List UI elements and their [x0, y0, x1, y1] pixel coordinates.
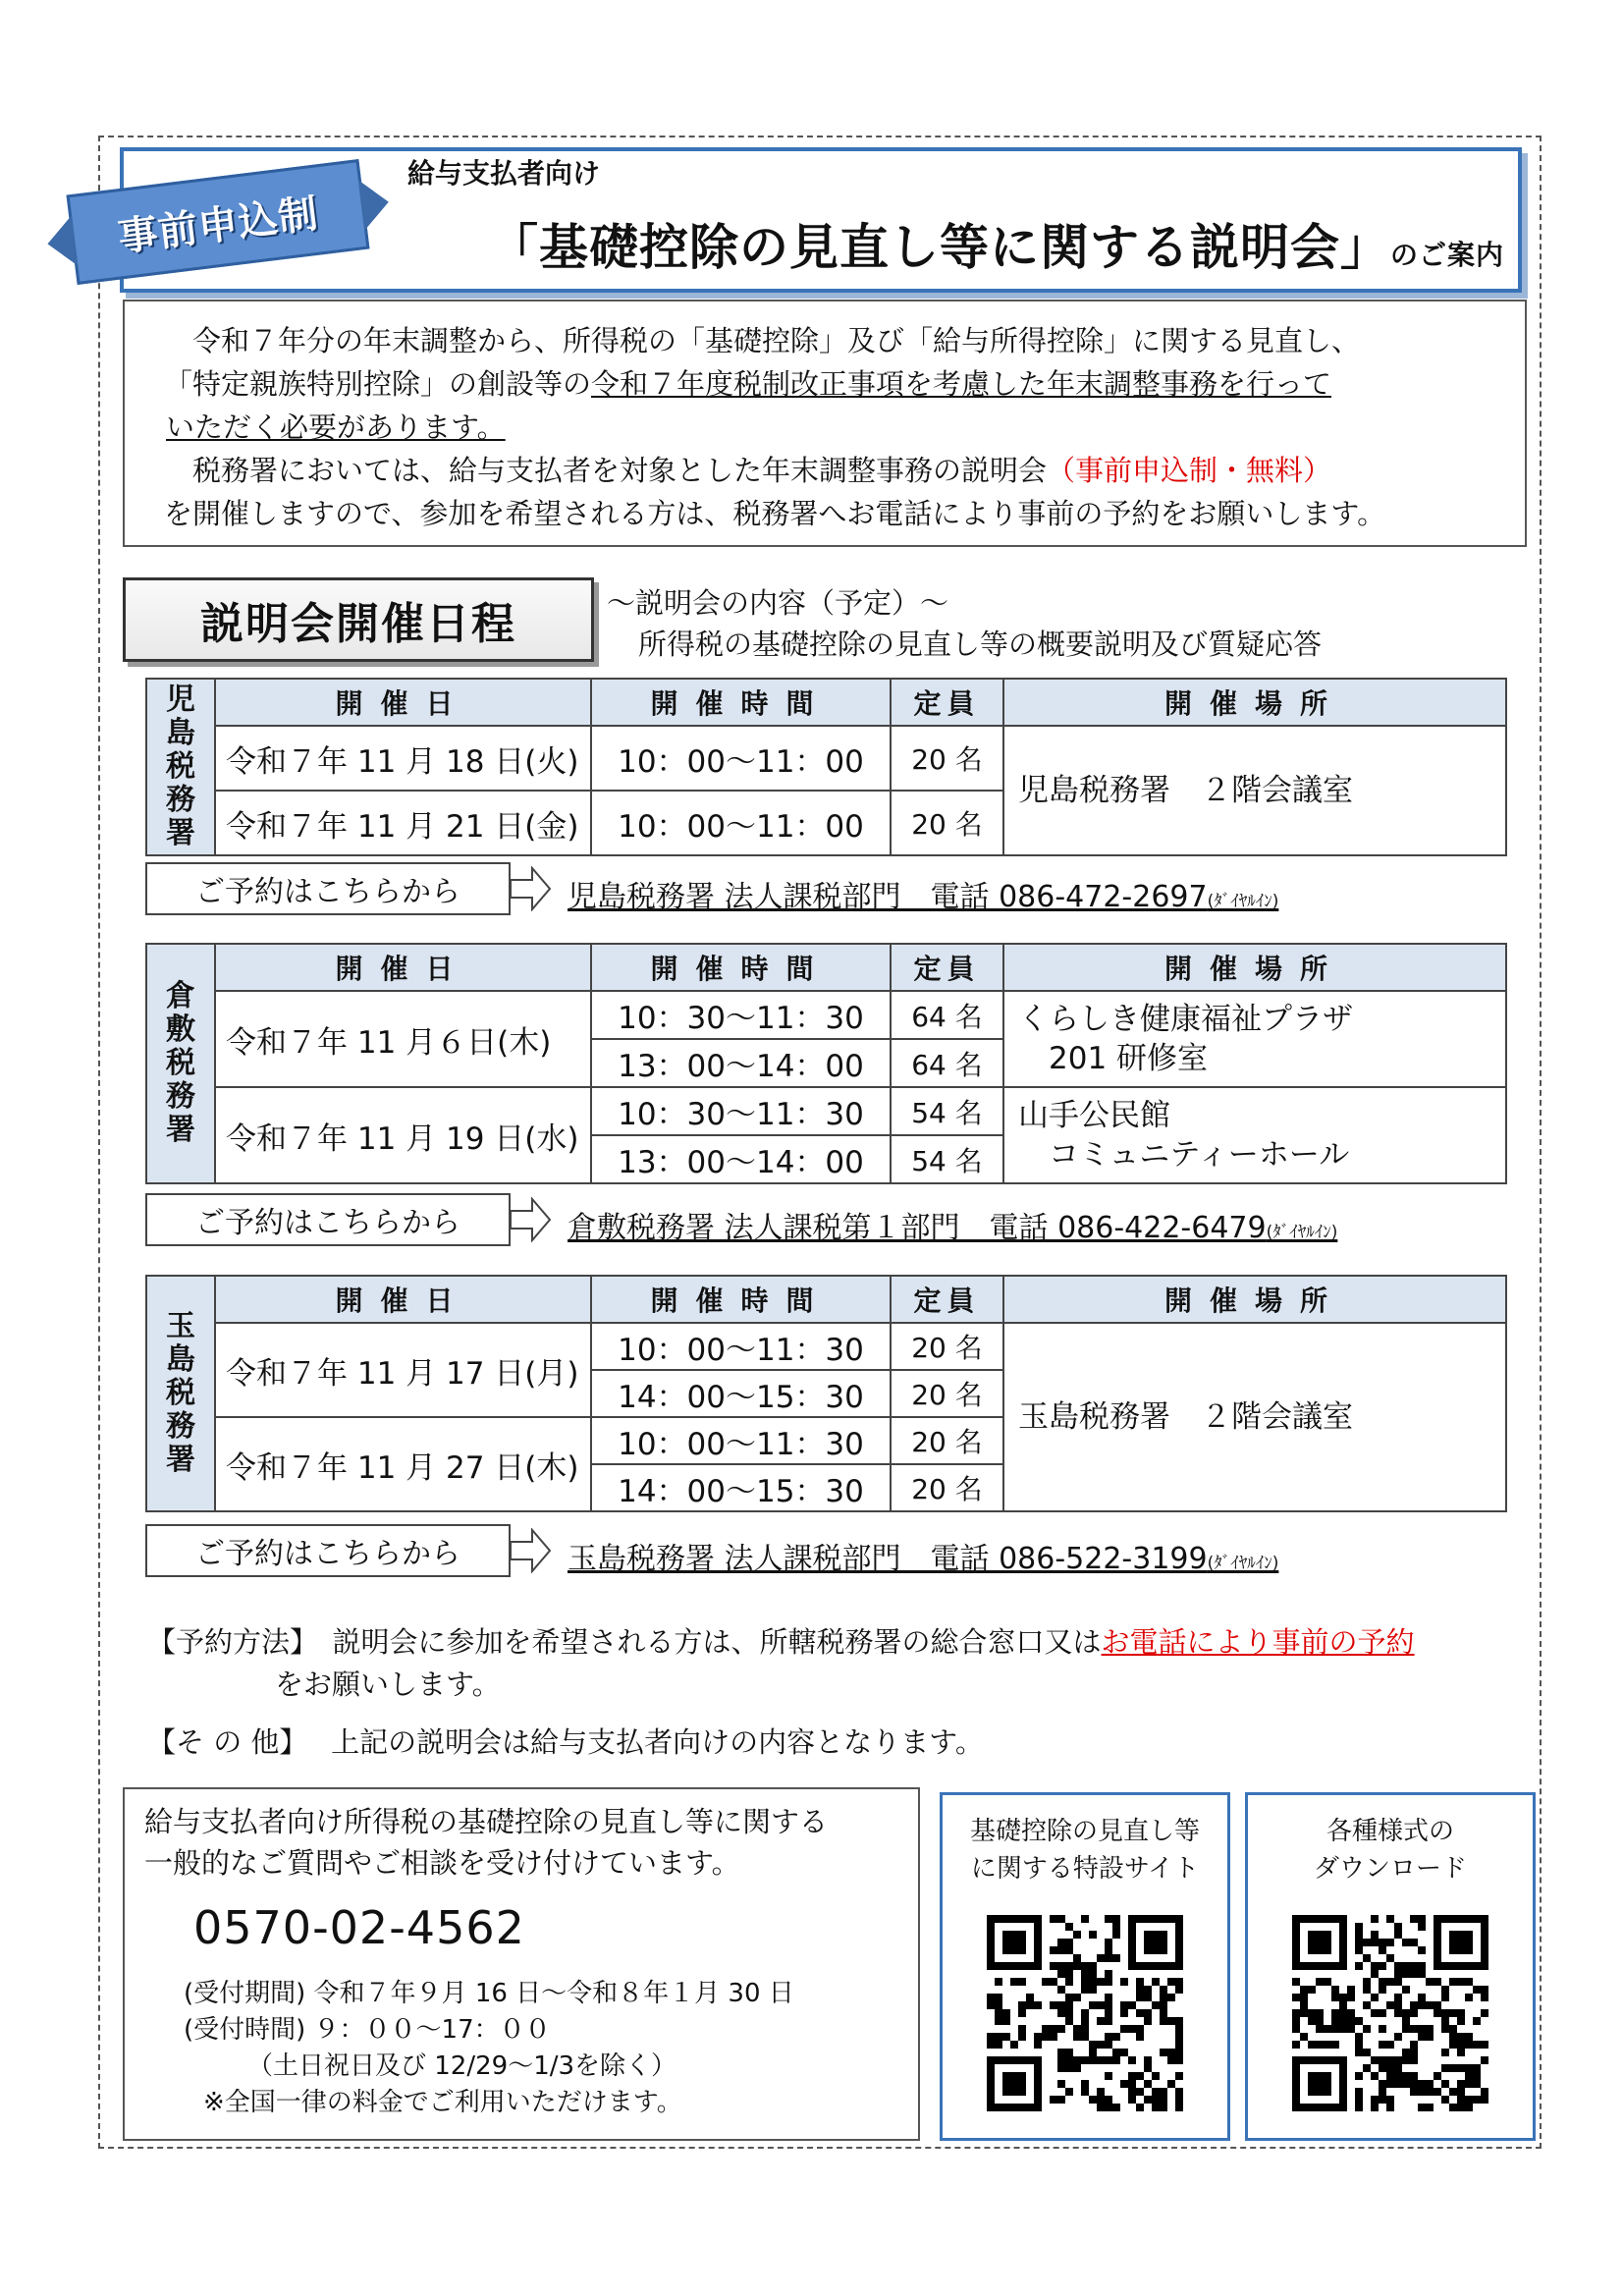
session-place: くらしき健康福祉プラザ 201 研修室 — [1003, 991, 1506, 1087]
intro-line-1: 令和７年分の年末調整から、所得税の「基礎控除」及び「給与所得控除」に関する見直し、 — [164, 324, 1361, 357]
qr-code-icon[interactable] — [1292, 1915, 1488, 2111]
header-time: 開催時間 — [591, 1276, 891, 1323]
arrow-right-icon — [509, 1197, 552, 1242]
header-place: 開催場所 — [1003, 944, 1506, 991]
schedule-title: 説明会開催日程 — [123, 577, 594, 662]
session-cap: 54 名 — [891, 1135, 1003, 1183]
contact-fee: ※全国一律の料金でご利用いただけます。 — [203, 2088, 682, 2117]
reserve-label-kojima: ご予約はこちらから — [145, 862, 511, 915]
reservation-method-line2: をお願いします。 — [275, 1667, 501, 1701]
intro-line-2 — [164, 362, 1495, 406]
header-cap: 定員 — [891, 679, 1003, 726]
session-cap: 20 名 — [891, 726, 1003, 791]
contact-phone[interactable]: 0570-02-4562 — [193, 1901, 525, 1954]
session-time: 13：00～14：00 — [591, 1135, 891, 1183]
intro-line-2a: 「特定親族特別控除」の創設等の — [164, 367, 592, 401]
pre-registration-ribbon: 事前申込制 — [67, 159, 370, 285]
kojima-schedule-table — [145, 678, 1507, 856]
session-date: 令和７年 11 月 17 日(月) — [215, 1323, 591, 1417]
header-subtitle: 給与支払者向け — [407, 157, 601, 190]
reservation-method: 【予約方法】 説明会に参加を希望される方は、所轄税務署の総合窓口又はお電話により事前の予約 — [147, 1625, 1415, 1659]
contents-body: 所得税の基礎控除の見直し等の概要説明及び質疑応答 — [638, 628, 1323, 661]
session-cap: 64 名 — [891, 991, 1003, 1039]
intro-line-4b: （事前申込制・無料） — [1047, 454, 1332, 487]
intro-line-5: を開催しますので、参加を希望される方は、税務署へお電話により事前の予約をお願いします。 — [164, 497, 1386, 530]
intro-line-4 — [164, 449, 1495, 492]
header-date: 開催日 — [215, 1276, 591, 1323]
page-title — [489, 208, 1504, 279]
session-date: 令和７年 11 月 27 日(木) — [215, 1417, 591, 1511]
header-time: 開催時間 — [591, 944, 891, 991]
session-time: 13：00～14：00 — [591, 1039, 891, 1087]
session-place: 玉島税務署 ２階会議室 — [1003, 1323, 1506, 1511]
office-name-tamashima: 玉 島 税 務 署 — [146, 1276, 215, 1511]
session-place: 児島税務署 ２階会議室 — [1003, 726, 1506, 855]
session-time: 14：00～15：30 — [591, 1370, 891, 1417]
title-text: 「基礎控除の見直し等に関する説明会」 — [489, 219, 1390, 276]
session-date: 令和７年 11 月 18 日(火) — [215, 726, 591, 791]
session-cap: 20 名 — [891, 1370, 1003, 1417]
intro-box — [123, 300, 1527, 547]
contact-box — [123, 1787, 920, 2141]
qr-caption-1: 各種様式の — [1325, 1817, 1454, 1846]
office-name-kojima: 児 島 税 務 署 — [146, 679, 215, 855]
qr-caption-1: 基礎控除の見直し等 — [969, 1817, 1200, 1846]
contact-period: (受付期間) 令和７年９月 16 日～令和８年１月 30 日 — [184, 1979, 794, 2008]
contact-line-2: 一般的なご質問やご相談を受け付けています。 — [144, 1846, 740, 1880]
tamashima-schedule-table — [145, 1275, 1507, 1512]
contact-line-1: 給与支払者向け所得税の基礎控除の見直し等に関する — [144, 1805, 829, 1838]
session-time: 10：30～11：30 — [591, 991, 891, 1039]
session-time: 10：00～11：00 — [591, 791, 891, 855]
reserve-contact-kurashiki[interactable]: 倉敷税務署 法人課税第１部門 電話 086-422-6479(ﾀﾞｲﾔﾙｲﾝ) — [568, 1211, 1338, 1245]
arrow-right-icon — [509, 866, 552, 911]
session-place: 山手公民館 コミュニティーホール — [1003, 1087, 1506, 1183]
qr-special-site[interactable] — [940, 1792, 1230, 2141]
session-cap: 54 名 — [891, 1087, 1003, 1135]
qr-caption-2: に関する特設サイト — [970, 1854, 1200, 1884]
session-cap: 20 名 — [891, 1323, 1003, 1370]
header-place: 開催場所 — [1003, 679, 1506, 726]
session-cap: 20 名 — [891, 791, 1003, 855]
header-cap: 定員 — [891, 1276, 1003, 1323]
reserve-contact-tamashima[interactable]: 玉島税務署 法人課税部門 電話 086-522-3199(ﾀﾞｲﾔﾙｲﾝ) — [568, 1542, 1279, 1576]
session-cap: 64 名 — [891, 1039, 1003, 1087]
contact-hours: (受付時間) ９：００～17：００ — [184, 2015, 551, 2045]
intro-line-3: いただく必要があります。 — [166, 410, 506, 444]
kurashiki-schedule-table — [145, 943, 1507, 1184]
header-cap: 定員 — [891, 944, 1003, 991]
header-date: 開催日 — [215, 944, 591, 991]
qr-form-download[interactable] — [1245, 1792, 1536, 2141]
session-time: 10：00～11：00 — [591, 726, 891, 791]
reserve-label-tamashima: ご予約はこちらから — [145, 1524, 511, 1577]
title-suffix: のご案内 — [1390, 239, 1505, 271]
session-date: 令和７年 11 月 19 日(水) — [215, 1087, 591, 1183]
contents-heading: ～説明会の内容（予定）～ — [607, 586, 949, 620]
session-time: 14：00～15：30 — [591, 1464, 891, 1511]
session-date: 令和７年 11 月 21 日(金) — [215, 791, 591, 855]
reserve-label-kurashiki: ご予約はこちらから — [145, 1193, 511, 1246]
contact-except: （土日祝日及び 12/29～1/3を除く） — [184, 2051, 677, 2081]
session-cap: 20 名 — [891, 1417, 1003, 1464]
header-date: 開催日 — [215, 679, 591, 726]
arrow-right-icon — [509, 1528, 552, 1573]
session-time: 10：30～11：30 — [591, 1087, 891, 1135]
header-place: 開催場所 — [1003, 1276, 1506, 1323]
intro-line-4a: 税務署においては、給与支払者を対象とした年末調整事務の説明会 — [164, 454, 1048, 487]
intro-line-2b: 令和７年度税制改正事項を考慮した年末調整事務を行って — [591, 367, 1332, 401]
qr-code-icon[interactable] — [987, 1915, 1183, 2111]
reserve-contact-kojima[interactable]: 児島税務署 法人課税部門 電話 086-472-2697(ﾀﾞｲﾔﾙｲﾝ) — [568, 880, 1279, 914]
qr-caption-2: ダウンロード — [1313, 1854, 1467, 1884]
session-time: 10：00～11：30 — [591, 1417, 891, 1464]
session-date: 令和７年 11 月６日(木) — [215, 991, 591, 1087]
session-time: 10：00～11：30 — [591, 1323, 891, 1370]
session-cap: 20 名 — [891, 1464, 1003, 1511]
office-name-kurashiki: 倉 敷 税 務 署 — [146, 944, 215, 1183]
other-note: 【そ の 他】 上記の説明会は給与支払者向けの内容となります。 — [147, 1725, 984, 1759]
header-time: 開催時間 — [591, 679, 891, 726]
